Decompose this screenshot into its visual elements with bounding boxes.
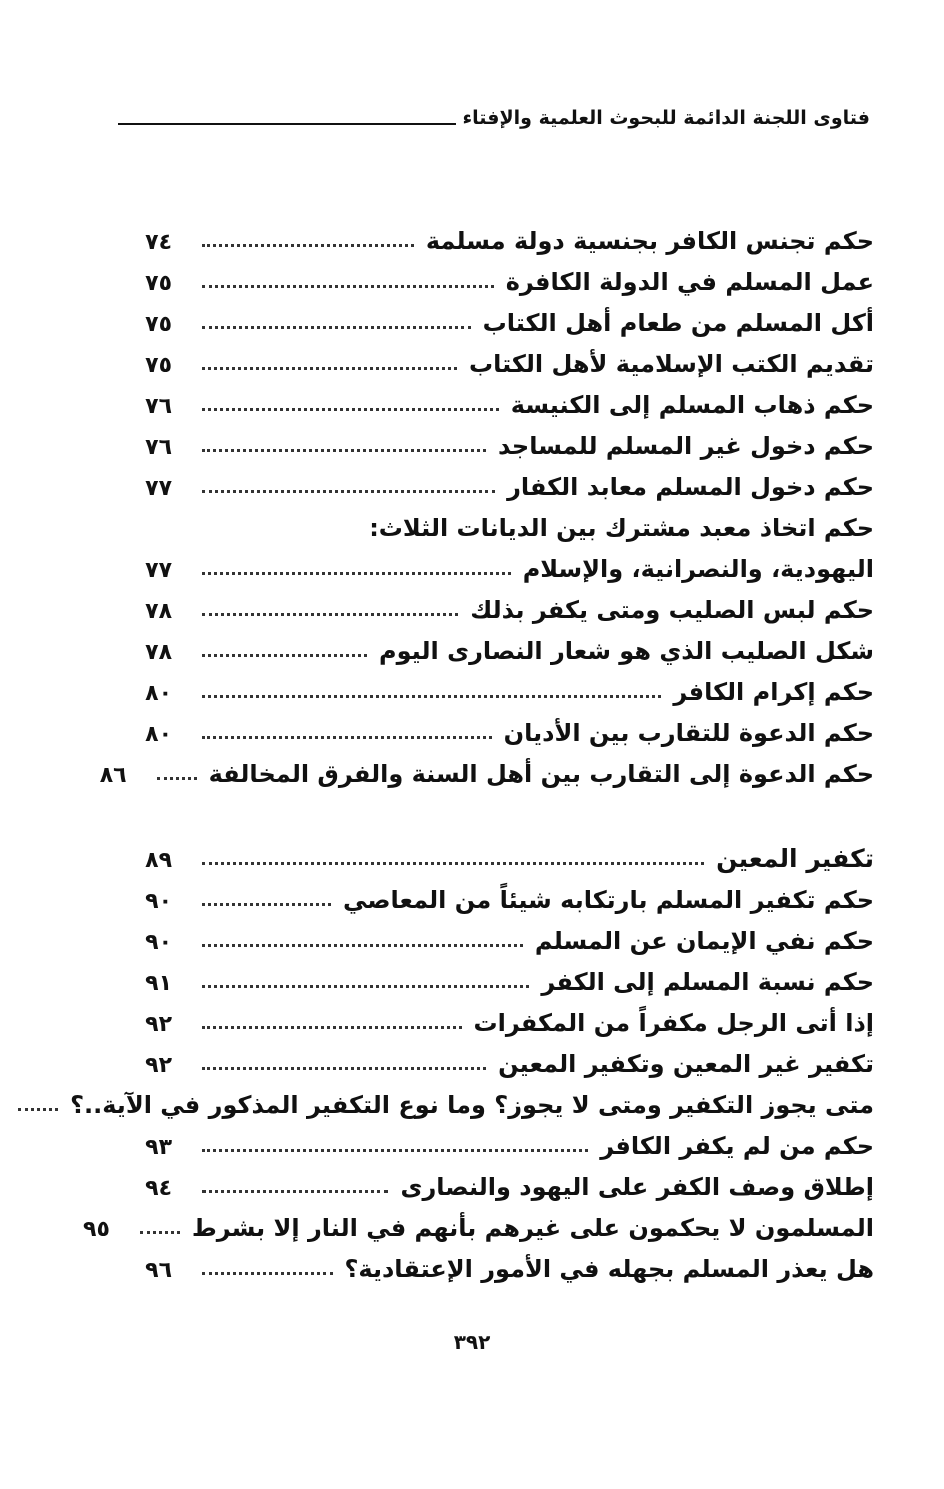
- toc-entry: [118, 542, 874, 583]
- toc-entry-page: ٧٦: [145, 394, 172, 419]
- section-spacer: [118, 788, 874, 832]
- toc-entry: [118, 1242, 874, 1283]
- toc-entry-page: ٧٧: [145, 558, 172, 583]
- toc-entry: [118, 914, 874, 955]
- leader-dots: [140, 1231, 180, 1234]
- leader-dots: [202, 408, 499, 411]
- toc-entry-page: ٩٠: [145, 930, 172, 955]
- toc-entry-label: حكم من لم يكفر الكافر: [600, 1132, 874, 1160]
- toc-entry-label: حكم الدعوة للتقارب بين الأديان: [503, 719, 874, 747]
- toc-entry-label: حكم إكرام الكافر: [673, 678, 874, 706]
- toc-entry-page: ٩٢: [145, 1012, 172, 1037]
- leader-dots: [202, 1272, 333, 1275]
- toc-entry-page: ٧٥: [145, 312, 172, 337]
- section-heading-label: تكفير المعين: [716, 844, 874, 873]
- toc-entry: [118, 378, 874, 419]
- page-number: ٣٩٢: [453, 1330, 491, 1354]
- toc-entry: [99, 747, 874, 788]
- leader-dots: [202, 695, 661, 698]
- toc-entry-label: حكم نفي الإيمان عن المسلم: [534, 927, 874, 955]
- toc-entry: [118, 996, 874, 1037]
- toc-entry-label: اليهودية، والنصرانية، والإسلام: [522, 555, 874, 583]
- toc-section-heading: [118, 832, 874, 873]
- leader-dots: [202, 490, 495, 493]
- leader-dots: [202, 1067, 486, 1070]
- header-rule: [118, 123, 456, 125]
- leader-dots: [202, 1026, 462, 1029]
- toc-entry-page: ٧٥: [145, 271, 172, 296]
- toc-entry: [118, 214, 874, 255]
- running-header-title: فتاوى اللجنة الدائمة للبحوث العلمية والإفتاء: [462, 107, 870, 129]
- toc-entry: [118, 501, 874, 542]
- toc-entry-label: أكل المسلم من طعام أهل الكتاب: [482, 309, 874, 337]
- toc-entry: [118, 255, 874, 296]
- toc-entry: [118, 1160, 874, 1201]
- toc-entry-page: ٩١: [145, 971, 172, 996]
- toc-entry-page: ٧٥: [145, 353, 172, 378]
- leader-dots: [202, 1149, 588, 1152]
- leader-dots: [202, 367, 457, 370]
- toc-entry-label: حكم الدعوة إلى التقارب بين أهل السنة والفرق المخالفة: [208, 760, 874, 788]
- toc-entry-label: حكم نسبة المسلم إلى الكفر: [541, 968, 874, 996]
- toc-entry-page: ٧٦: [145, 435, 172, 460]
- toc-entry: [83, 1201, 874, 1242]
- leader-dots: [18, 1108, 58, 1111]
- toc-entry-label: حكم دخول غير المسلم للمساجد: [498, 432, 874, 460]
- toc-entry-label: حكم لبس الصليب ومتى يكفر بذلك: [470, 596, 874, 624]
- leader-dots: [202, 613, 458, 616]
- toc-entry: [70, 1078, 874, 1119]
- toc-entry-page: ٩٦: [145, 1258, 172, 1283]
- toc-entry: [118, 873, 874, 914]
- toc-entry: [118, 460, 874, 501]
- toc-entry-label: حكم تجنس الكافر بجنسية دولة مسلمة: [425, 227, 874, 255]
- toc-entry-label: حكم دخول المسلم معابد الكفار: [507, 473, 874, 501]
- toc-entry-page: ٩٤: [145, 1176, 172, 1201]
- toc-entry-label: حكم ذهاب المسلم إلى الكنيسة: [510, 391, 874, 419]
- toc-entry-label: إذا أتى الرجل مكفراً من المكفرات: [473, 1009, 874, 1037]
- toc-entry-page: ٩٠: [145, 889, 172, 914]
- toc-entry-label: إطلاق وصف الكفر على اليهود والنصارى: [400, 1173, 874, 1201]
- section-heading-page: ٨٩: [145, 848, 172, 873]
- toc-entry: [118, 1119, 874, 1160]
- toc-entry-label: شكل الصليب الذي هو شعار النصارى اليوم: [379, 637, 874, 665]
- toc-entry-page: ٧٧: [145, 476, 172, 501]
- toc-entry-label: عمل المسلم في الدولة الكافرة: [505, 268, 874, 296]
- toc-entry: [118, 1037, 874, 1078]
- leader-dots: [202, 654, 367, 657]
- toc-entry-page: ٨٠: [145, 681, 172, 706]
- leader-dots: [202, 985, 529, 988]
- toc-entry-page: ٧٨: [145, 599, 172, 624]
- toc-entry-page: ٨٠: [145, 722, 172, 747]
- toc-entry: [118, 337, 874, 378]
- toc-entry: [118, 665, 874, 706]
- leader-dots: [202, 326, 471, 329]
- toc-entry: [118, 955, 874, 996]
- toc-entry-label: حكم تكفير المسلم بارتكابه شيئاً من المعاصي: [343, 886, 874, 914]
- leader-dots: [202, 285, 494, 288]
- toc-entry-label: حكم اتخاذ معبد مشترك بين الديانات الثلاث:: [369, 514, 874, 542]
- toc-entry-page: ٩٥: [83, 1217, 110, 1242]
- toc-entry: [118, 706, 874, 747]
- leader-dots: [157, 777, 197, 780]
- running-header: [118, 98, 870, 138]
- toc-entry-label: تقديم الكتب الإسلامية لأهل الكتاب: [469, 350, 874, 378]
- toc-entry-page: ٨٦: [99, 763, 127, 788]
- toc-entry-label: المسلمون لا يحكمون على غيرهم بأنهم في النار إلا بشرط: [191, 1214, 874, 1242]
- leader-dots: [202, 903, 331, 906]
- leader-dots: [202, 862, 704, 865]
- leader-dots: [202, 736, 492, 739]
- toc-entry: [118, 419, 874, 460]
- toc-entry: [118, 624, 874, 665]
- leader-dots: [202, 944, 523, 947]
- toc-entry: [118, 583, 874, 624]
- toc-entry-label: هل يعذر المسلم بجهله في الأمور الإعتقادية؟: [344, 1255, 874, 1283]
- toc-entry-page: ٩٢: [145, 1053, 172, 1078]
- leader-dots: [202, 1190, 388, 1193]
- table-of-contents: [70, 214, 874, 1283]
- toc-entry-page: ٧٤: [145, 230, 172, 255]
- leader-dots: [202, 449, 486, 452]
- leader-dots: [202, 572, 511, 575]
- toc-entry-page: ٧٨: [145, 640, 172, 665]
- toc-entry-page: ٩٣: [145, 1135, 172, 1160]
- toc-entry-label: تكفير غير المعين وتكفير المعين: [498, 1050, 874, 1078]
- toc-entry-label: متى يجوز التكفير ومتى لا يجوز؟ وما نوع التكفير المذكور في الآية..؟: [70, 1091, 874, 1119]
- leader-dots: [202, 244, 414, 247]
- toc-entry: [118, 296, 874, 337]
